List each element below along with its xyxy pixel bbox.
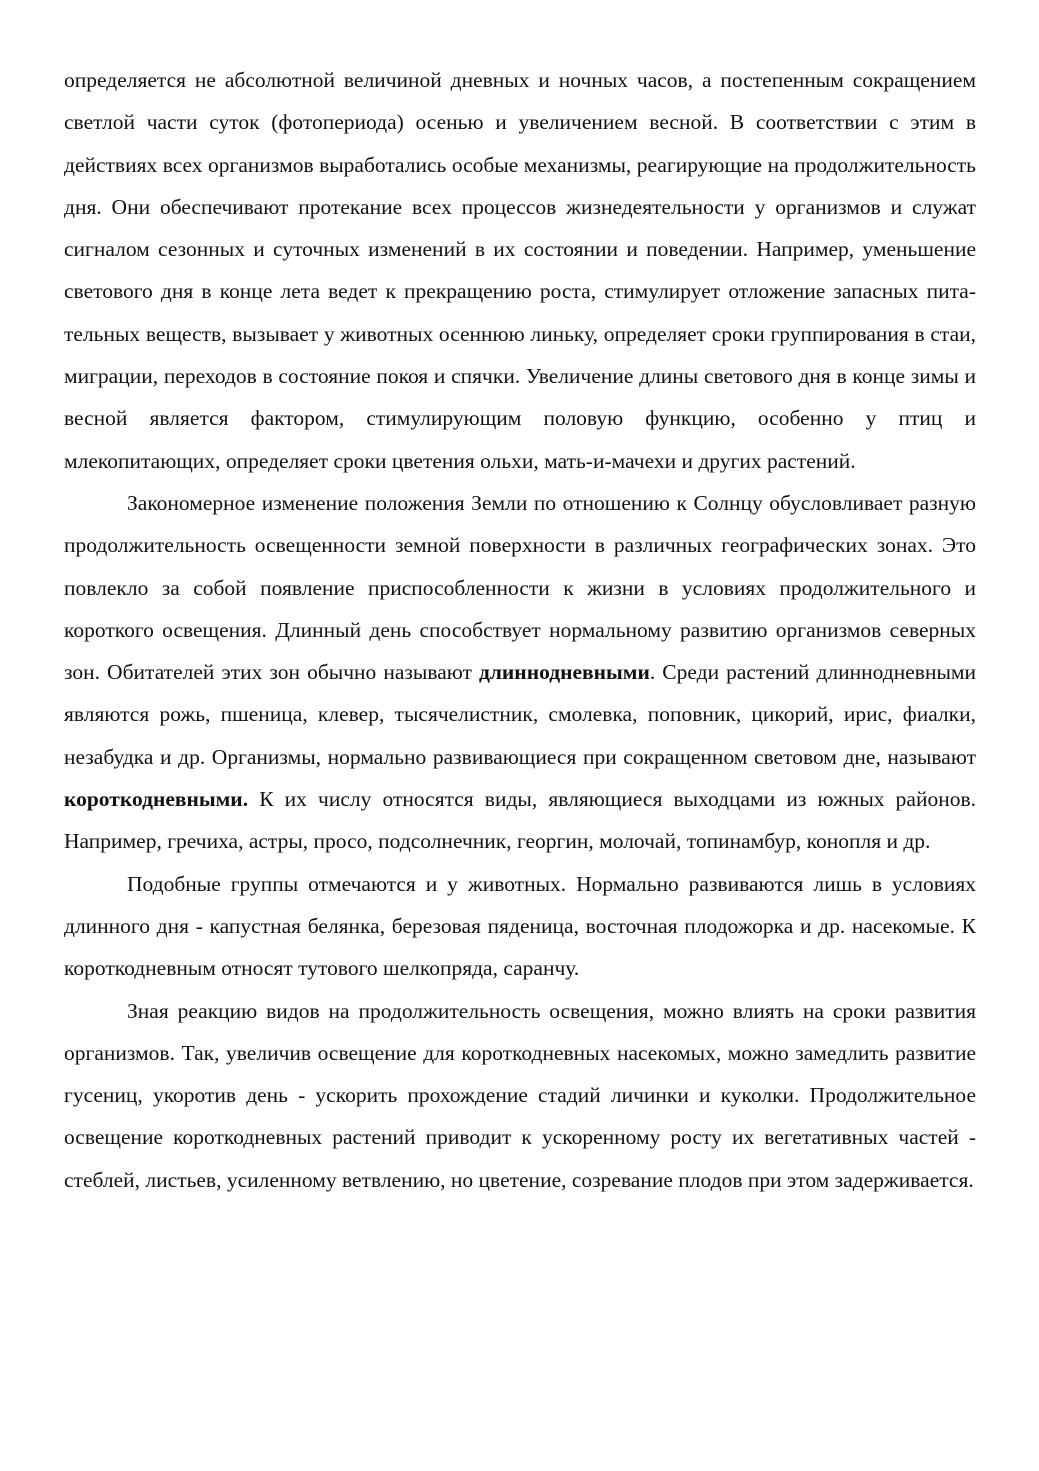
paragraph-text: Подобные группы отмечаются и у животных. Нормально развиваются лишь в условиях длинного дня - капустная белянка, березовая пяденица, восточная плодожорка и др. насекомые. К короткодневным относят тутового шелкопряда, саранчу. bbox=[64, 871, 976, 981]
paragraph-animal-groups bbox=[64, 863, 976, 990]
paragraph-text: Зная реакцию видов на продолжительность освещения, можно влиять на сроки развития организмов. Так, увеличив освещение для короткодневных насекомых, можно замедлить развитие гусениц, укоротив день - ускорить прохождение стадий личинки и куколки. Продолжительное освещение короткодневных растений приводит к ускоренному росту их вегетативных частей - стеблей, листьев, усиленному ветвлению, но цветение, созревание плодов при этом задерживается. bbox=[64, 998, 976, 1192]
paragraph-photoperiod-mechanisms bbox=[64, 59, 976, 482]
paragraph-text: . Среди растений длиннодневными являются рожь, пшеница, клевер, тысячелистник, смолевка, поповник, цикорий, ирис, фиалки, незабудка и др. Организмы, нормально развивающиеся при сокращенном световом дне, называют bbox=[64, 660, 977, 769]
paragraph-text: определяется не абсолютной величиной дневных и ночных часов, а постепенным сокращением светлой части суток (фотопериода) осенью и увеличением весной. В соответствии с этим в действиях всех организмов выработались особые механизмы, реагирующие на продолжительность дня. Они обеспечивают протекание всех процессов жизнедеятельности у организмов и служат сигналом сезонных и суточных изменений в их состоянии и поведении. Например, уменьшение светового дня в конце лета ведет к прекращению роста, стимулирует отложение запасных пита-тельных веществ, вызывает у животных осеннюю линьку, определяет сроки группирования в стаи, миграции, переходов в состояние покоя и спячки. Увеличение длины светового дня в конце зимы и весной является фактором, стимулирующим половую функцию, особенно у птиц и млекопитающих, определяет сроки цветения ольхи, мать-и-мачехи и других растений. bbox=[64, 68, 976, 473]
term-long-day: длиннодневными bbox=[478, 660, 650, 685]
paragraph-text: Закономерное изменение положения Земли по отношению к Солнцу обусловливает разную продолжительность освещенности земной поверхности в различных географических зонах. Это повлекло за собой появление приспособленности к жизни в условиях продолжительного и короткого освещения. Длинный день способствует нормальному развитию организмов северных зон. Обитателей этих зон обычно называют bbox=[64, 490, 976, 685]
paragraph-day-length-groups bbox=[64, 482, 976, 863]
paragraph-influence-development bbox=[64, 990, 976, 1201]
term-short-day: короткодневными. bbox=[64, 787, 249, 812]
document-page bbox=[64, 59, 976, 1201]
paragraph-text: К их числу относятся виды, являющиеся выходцами из южных районов. Например, гречиха, астры, просо, подсолнечник, георгин, молочай, топинамбур, конопля и др. bbox=[64, 787, 976, 854]
